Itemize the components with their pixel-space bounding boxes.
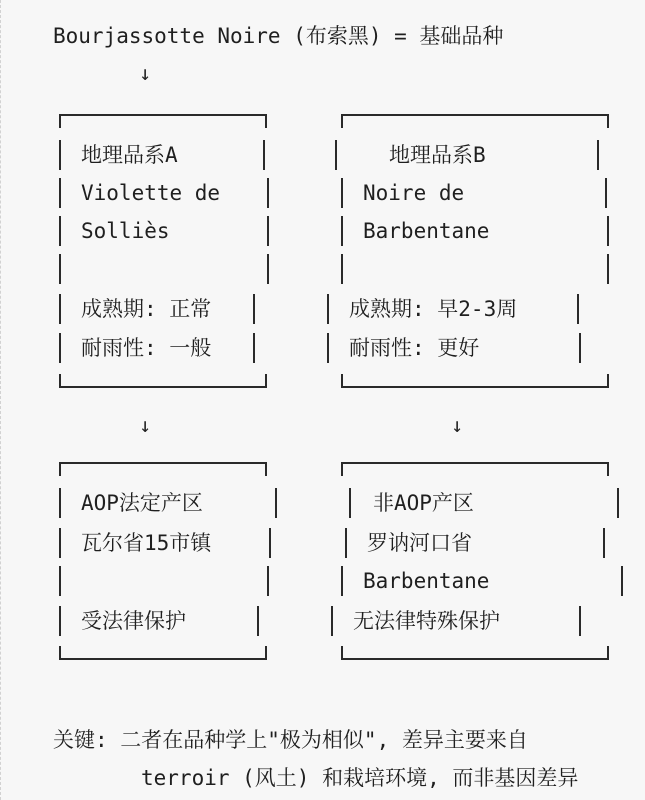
strain-a-name: 地理品系A bbox=[81, 143, 178, 167]
arrow-b-down: ↓ bbox=[451, 413, 464, 437]
region-b-commune: Barbentane bbox=[363, 569, 490, 593]
strain-a-variety-line2: Solliès bbox=[81, 219, 170, 243]
region-a-aop-label: AOP法定产区 bbox=[81, 491, 203, 515]
strain-b-variety-line1: Noire de bbox=[363, 181, 465, 205]
arrow-root-down: ↓ bbox=[139, 61, 152, 85]
strain-b-variety-line2: Barbentane bbox=[363, 219, 490, 243]
strain-a-rain-tolerance: 耐雨性: 一般 bbox=[81, 336, 212, 360]
key-note-line1: 关键: 二者在品种学上"极为相似", 差异主要来自 bbox=[53, 728, 528, 752]
strain-b-rain-tolerance: 耐雨性: 更好 bbox=[349, 336, 480, 360]
strain-a-variety-line1: Violette de bbox=[81, 181, 221, 205]
region-b-location: 罗讷河口省 bbox=[367, 531, 472, 555]
strain-b-maturity: 成熟期: 早2-3周 bbox=[349, 297, 518, 321]
region-b-aop-label: 非AOP产区 bbox=[373, 491, 474, 515]
arrow-a-down: ↓ bbox=[139, 413, 152, 437]
region-a-location: 瓦尔省15市镇 bbox=[81, 531, 212, 555]
strain-a-maturity: 成熟期: 正常 bbox=[81, 297, 212, 321]
key-note-line2: terroir (风土) 和栽培环境, 而非基因差异 bbox=[141, 766, 579, 790]
region-b-protection: 无法律特殊保护 bbox=[353, 609, 500, 633]
root-variety-title: Bourjassotte Noire (布索黑) = 基础品种 bbox=[53, 24, 504, 48]
region-a-protection: 受法律保护 bbox=[81, 609, 186, 633]
strain-b-name: 地理品系B bbox=[389, 143, 486, 167]
